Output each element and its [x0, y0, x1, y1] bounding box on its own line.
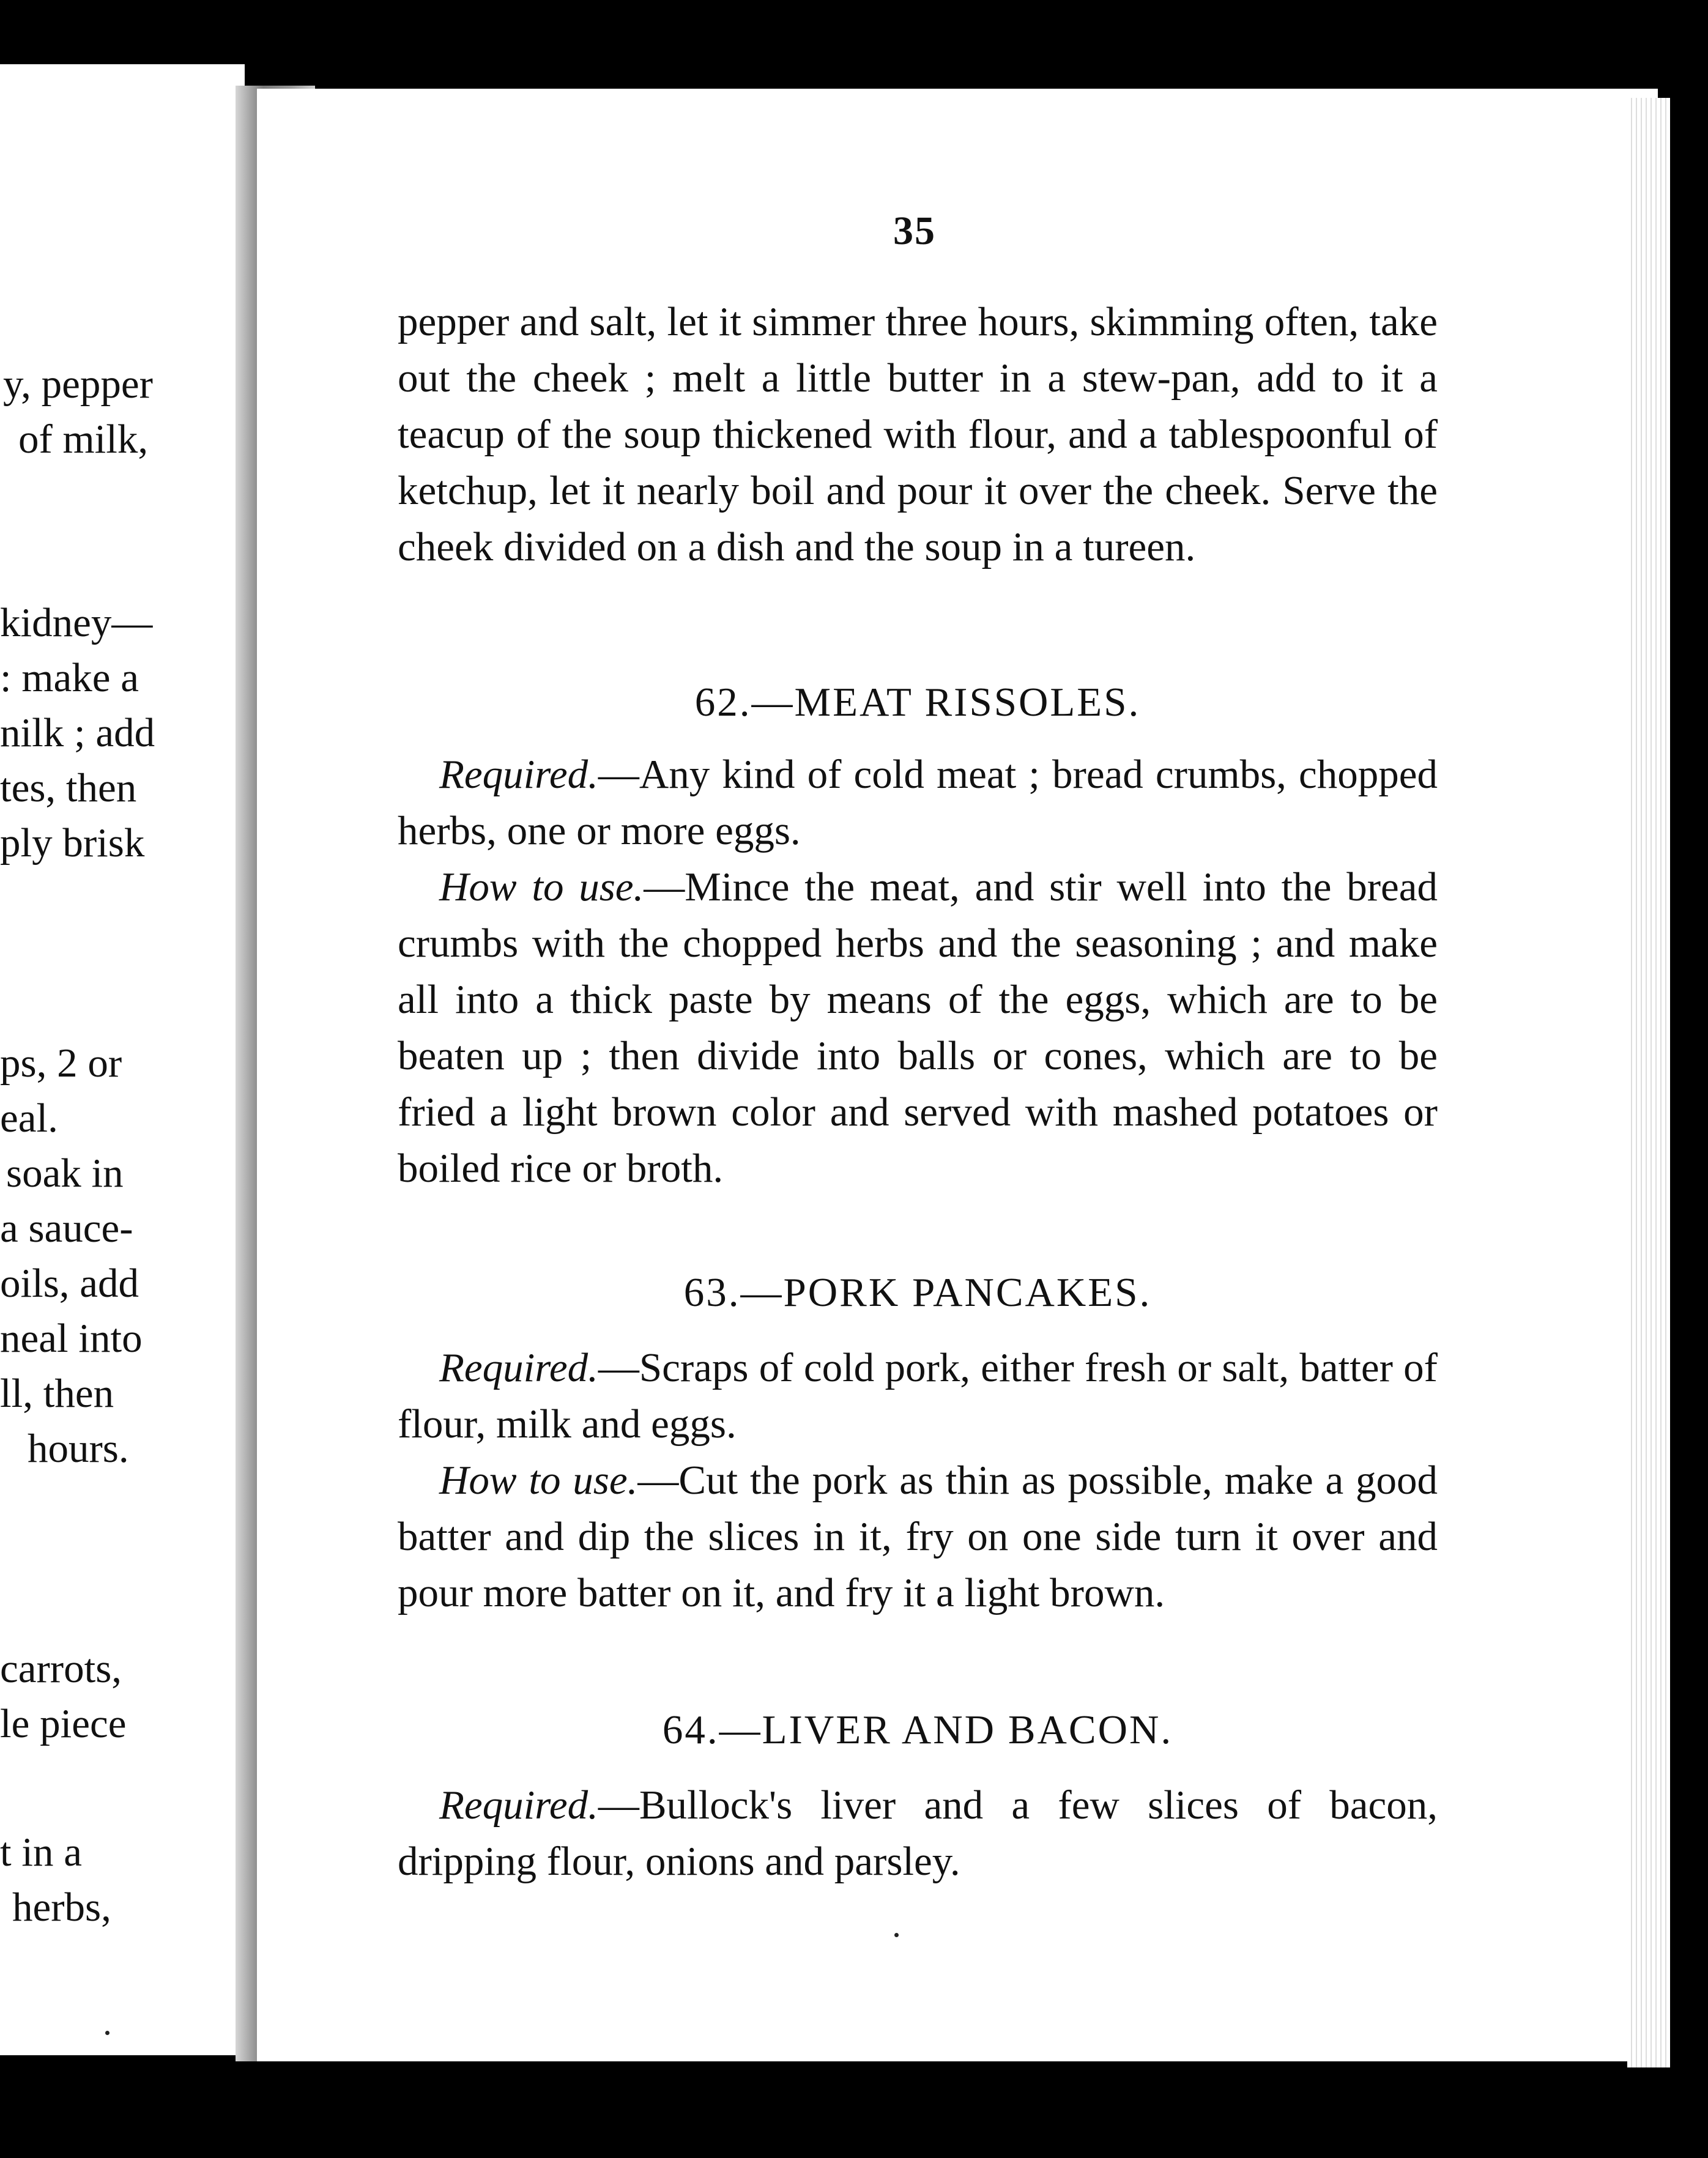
required-text: —Bullock's liver and a few slices of bacon, dripping flour, onions and parsley.: [398, 1782, 1438, 1884]
recipe-title: 63.—PORK PANCAKES.: [683, 1270, 1152, 1315]
required-label: Required.: [439, 1345, 598, 1390]
left-page-line: ps, 2 or: [0, 1040, 122, 1086]
page-number: 35: [893, 209, 936, 253]
left-page-line: kidney—: [0, 600, 153, 645]
continuation-text: pepper and salt, let it simmer three hours, skimming often, take out the cheek ; melt a little butter in a stew-pan, add to it a teacup of the soup thickened with flour, and a tablespoonful of ketchup, let it nearly boil and pour it over the cheek. Serve the cheek divided on a dish and the soup in a tureen.: [398, 299, 1438, 569]
left-page-line: hours.: [28, 1426, 129, 1471]
how-to-use-text: —Cut the pork as thin as possible, make a good batter and dip the slices in it, fry on one side turn it over and pour more batter on it, and fry it a light brown.: [398, 1458, 1438, 1615]
left-page-line: ll, then: [0, 1371, 114, 1416]
required-text: —Scraps of cold pork, either fresh or salt, batter of flour, milk and eggs.: [398, 1345, 1438, 1447]
left-page-line: ply brisk: [0, 820, 145, 866]
left-page-line: eal.: [0, 1096, 58, 1141]
left-page-line: a sauce-: [0, 1206, 133, 1251]
how-to-use-text: —Mince the meat, and stir well into the bread crumbs with the chopped herbs and the seasoning ; and make all into a thick paste by means of the eggs, which are to be beaten up ; then divide into balls or cones, which are to be fried a light brown color and served with mashed potatoes or boiled rice or broth.: [398, 864, 1438, 1191]
left-page-line: nilk ; add: [0, 710, 155, 755]
recipe-64: [398, 1777, 1438, 1889]
left-page-line: herbs,: [12, 1885, 111, 1930]
page-edges: [1627, 98, 1670, 2067]
print-speck: [894, 1933, 899, 1937]
left-page-line: y, pepper: [3, 362, 153, 407]
left-page-line: t in a: [0, 1830, 82, 1875]
required-label: Required.: [439, 752, 598, 797]
print-speck: [105, 2031, 110, 2035]
required-text: —Any kind of cold meat ; bread crumbs, chopped herbs, one or more eggs.: [398, 752, 1438, 853]
required-paragraph: [398, 1340, 1438, 1452]
left-page: [0, 64, 245, 2055]
left-page-line: le piece: [0, 1701, 127, 1746]
left-page-line: carrots,: [0, 1646, 122, 1691]
recipe-62: [398, 746, 1438, 1196]
recipe-title: 62.—MEAT RISSOLES.: [694, 680, 1141, 725]
how-to-use-paragraph: [398, 859, 1438, 1196]
left-page-line: : make a: [0, 655, 139, 700]
left-page-line: of milk,: [18, 417, 149, 462]
continuation-paragraph: [398, 294, 1438, 575]
how-to-use-label: How to use.: [439, 864, 644, 910]
required-label: Required.: [439, 1782, 598, 1828]
left-page-line: neal into: [0, 1316, 143, 1361]
left-page-line: soak in: [6, 1151, 124, 1196]
recipe-title: 64.—LIVER AND BACON.: [662, 1707, 1173, 1752]
required-paragraph: [398, 746, 1438, 859]
left-page-line: tes, then: [0, 765, 137, 810]
left-page-line: oils, add: [0, 1261, 139, 1306]
recipe-63: [398, 1340, 1438, 1621]
required-paragraph: [398, 1777, 1438, 1889]
how-to-use-paragraph: [398, 1452, 1438, 1621]
how-to-use-label: How to use.: [439, 1458, 638, 1503]
